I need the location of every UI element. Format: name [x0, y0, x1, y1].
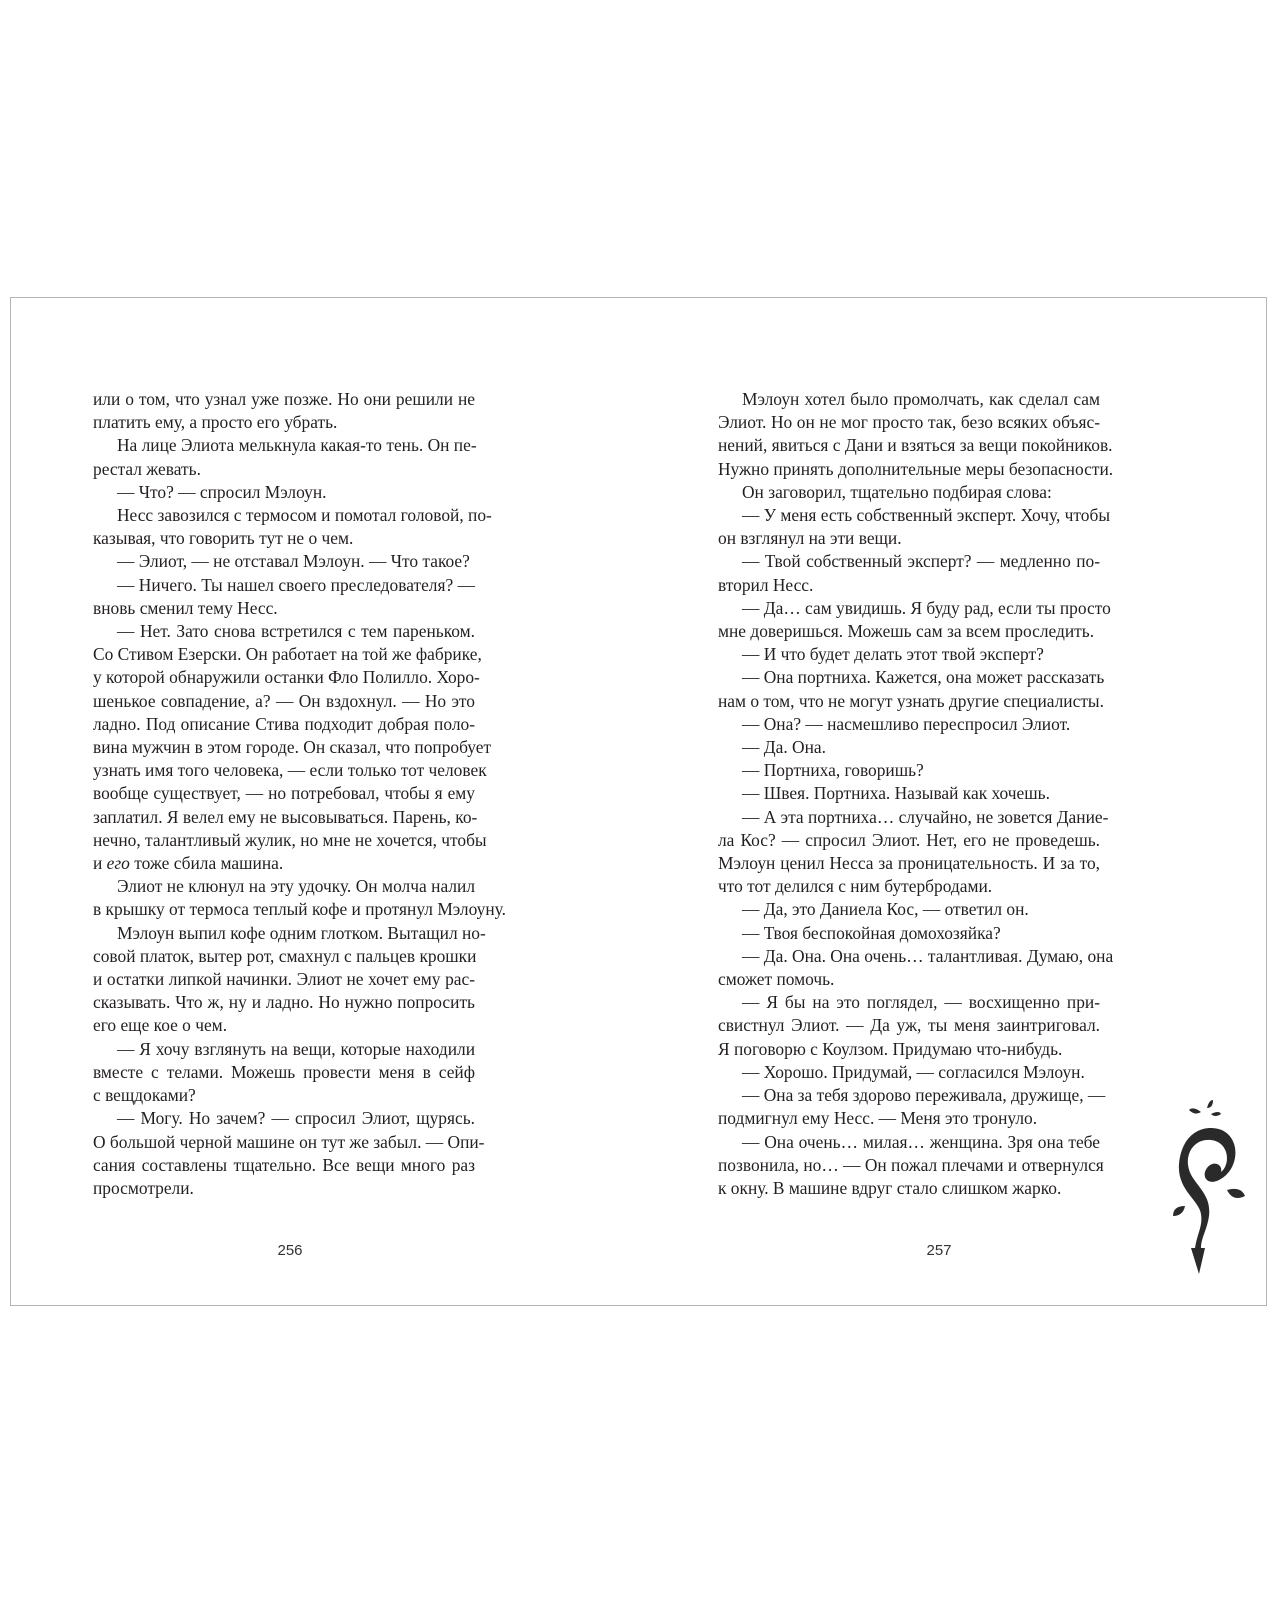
- text-line: шенькое совпадение, а? — Он вздохнул. — Но это: [93, 690, 475, 711]
- text-line: рестал жевать.: [93, 458, 201, 479]
- text-line: Мэлоун выпил кофе одним глотком. Вытащил но-: [117, 922, 486, 943]
- text-line: свистнул Элиот. — Да уж, ты меня заинтриговал.: [718, 1015, 1100, 1036]
- text-line: мне доверишься. Можешь сам за всем проследить.: [718, 621, 1095, 642]
- text-line: вновь сменил тему Несс.: [93, 597, 278, 618]
- text-line: сможет помочь.: [718, 969, 835, 990]
- page-number-left: 256: [277, 1242, 303, 1259]
- text-line: у которой обнаружили останки Фло Полилло. Хоро-: [93, 667, 480, 688]
- text-line: с вещдоками?: [93, 1085, 196, 1106]
- text-line: нечно, талантливый жулик, но мне не хочется, чтобы: [93, 829, 487, 850]
- text-line: Он заговорил, тщательно подбирая слова:: [742, 481, 1052, 502]
- text-line: — И что будет делать этот твой эксперт?: [742, 644, 1044, 665]
- text-line: — Я бы на это поглядел, — восхищенно при-: [742, 992, 1100, 1013]
- text-line: просмотрели.: [93, 1177, 194, 1198]
- page-number-right: 257: [926, 1242, 952, 1259]
- text-line: Мэлоун хотел было промолчать, как сделал сам: [742, 389, 1100, 409]
- text-line: ладно. Под описание Стива подходит добрая поло-: [93, 713, 475, 734]
- text-line: вторил Несс.: [718, 574, 814, 595]
- text-line: — Да. Она.: [742, 737, 826, 758]
- text-line: Нужно принять дополнительные меры безопасности.: [718, 458, 1114, 479]
- text-line: — Да. Она. Она очень… талантливая. Думаю, она: [742, 945, 1114, 966]
- text-line: — Твой собственный эксперт? — медленно по-: [742, 551, 1100, 572]
- text-line: узнать имя того человека, — если только тот человек: [93, 760, 487, 781]
- text-line: платить ему, а просто его убрать.: [93, 412, 338, 433]
- text-line: — Она очень… милая… женщина. Зря она тебе: [742, 1131, 1100, 1152]
- text-line: вообще существует, — но потребовал, чтобы я ему: [93, 783, 475, 804]
- text-line: — А эта портниха… случайно, не зовется Дание-: [742, 806, 1109, 827]
- text-line: Со Стивом Езерски. Он работает на той же фабрике,: [93, 644, 482, 665]
- text-line: О большой черной машине он тут же забыл. — Опи-: [93, 1131, 485, 1152]
- text-line: ла Кос? — спросил Элиот. Нет, его не проведешь.: [718, 829, 1100, 850]
- text-line: он взглянул на эти вещи.: [718, 528, 902, 549]
- text-line: вина мужчин в этом городе. Он сказал, что попробует: [93, 737, 492, 758]
- text-line: — Я хочу взглянуть на вещи, которые находили: [117, 1038, 475, 1059]
- text-line: совой платок, вытер рот, смахнул с пальцев крошки: [93, 945, 477, 966]
- text-line: Элиот. Но он не мог просто так, безо всяких объяс-: [718, 412, 1100, 433]
- text-line: заплатил. Я велел ему не высовываться. Парень, ко-: [93, 806, 478, 827]
- text-line: Элиот не клюнул на эту удочку. Он молча налил: [117, 876, 475, 897]
- text-line: На лице Элиота мелькнула какая-то тень. Он пе-: [117, 435, 477, 456]
- text-line: — Хорошо. Придумай, — согласился Мэлоун.: [742, 1061, 1085, 1082]
- text-line: — Да… сам увидишь. Я буду рад, если ты просто: [742, 597, 1111, 618]
- text-line: — Она портниха. Кажется, она может рассказать: [742, 667, 1105, 688]
- text-line: сказывать. Что ж, ну и ладно. Но нужно попросить: [93, 992, 475, 1013]
- text-line: — Элиот, — не отставал Мэлоун. — Что такое?: [117, 551, 470, 572]
- text-line: в крышку от термоса теплый кофе и протянул Мэлоуну.: [93, 899, 506, 920]
- text-line: вместе с телами. Можешь провести меня в сейф: [93, 1061, 475, 1082]
- emphasis: его: [106, 853, 130, 874]
- text-line: что тот делился с ним бутербродами.: [718, 876, 993, 897]
- text-line: к окну. В машине вдруг стало слишком жарко.: [718, 1177, 1062, 1198]
- text-line: — Она? — насмешливо переспросил Элиот.: [742, 713, 1071, 734]
- text-line: сания составлены тщательно. Все вещи много раз: [93, 1154, 475, 1175]
- text-line: позвонила, но… — Он пожал плечами и отвернулся: [718, 1154, 1104, 1175]
- text-line: нений, явиться с Дани и взяться за вещи покойников.: [718, 435, 1113, 456]
- text-line: — Могу. Но зачем? — спросил Элиот, щурясь.: [117, 1108, 475, 1129]
- book-spread: [10, 297, 1267, 1306]
- right-page-text: [718, 388, 1114, 1200]
- text-line: — Нет. Зато снова встретился с тем пареньком.: [117, 621, 475, 642]
- text-line: — Швея. Портниха. Называй как хочешь.: [742, 783, 1050, 804]
- text-line: его еще кое о чем.: [93, 1015, 228, 1036]
- text-line: подмигнул ему Несс. — Меня это тронуло.: [718, 1108, 1038, 1129]
- text-line: Я поговорю с Коулзом. Придумаю что-нибудь.: [718, 1038, 1063, 1059]
- text-line: казывая, что говорить тут не о чем.: [93, 528, 354, 549]
- text-line: и остатки липкой начинки. Элиот не хочет ему рас-: [93, 969, 475, 990]
- text-line: — Что? — спросил Мэлоун.: [117, 481, 327, 502]
- floral-flourish-icon: [1171, 1098, 1251, 1288]
- text-line: — Ничего. Ты нашел своего преследователя? —: [117, 574, 475, 595]
- text-line: Мэлоун ценил Несса за проницательность. И за то,: [718, 853, 1100, 874]
- text-line: — Портниха, говоришь?: [742, 760, 924, 781]
- text-line: и его тоже сбила машина.: [93, 853, 284, 874]
- left-page-text: [93, 388, 506, 1200]
- text-line: — Твоя беспокойная домохозяйка?: [742, 922, 1001, 943]
- text-line: или о том, что узнал уже позже. Но они решили не: [93, 389, 475, 409]
- text-line: — Она за тебя здорово переживала, дружище, —: [742, 1085, 1106, 1106]
- text-line: — Да, это Даниела Кос, — ответил он.: [742, 899, 1029, 920]
- text-line: — У меня есть собственный эксперт. Хочу, чтобы: [742, 505, 1111, 526]
- text-line: нам о том, что не могут узнать другие специалисты.: [718, 690, 1104, 711]
- text-line: Несс завозился с термосом и помотал головой, по-: [117, 505, 492, 526]
